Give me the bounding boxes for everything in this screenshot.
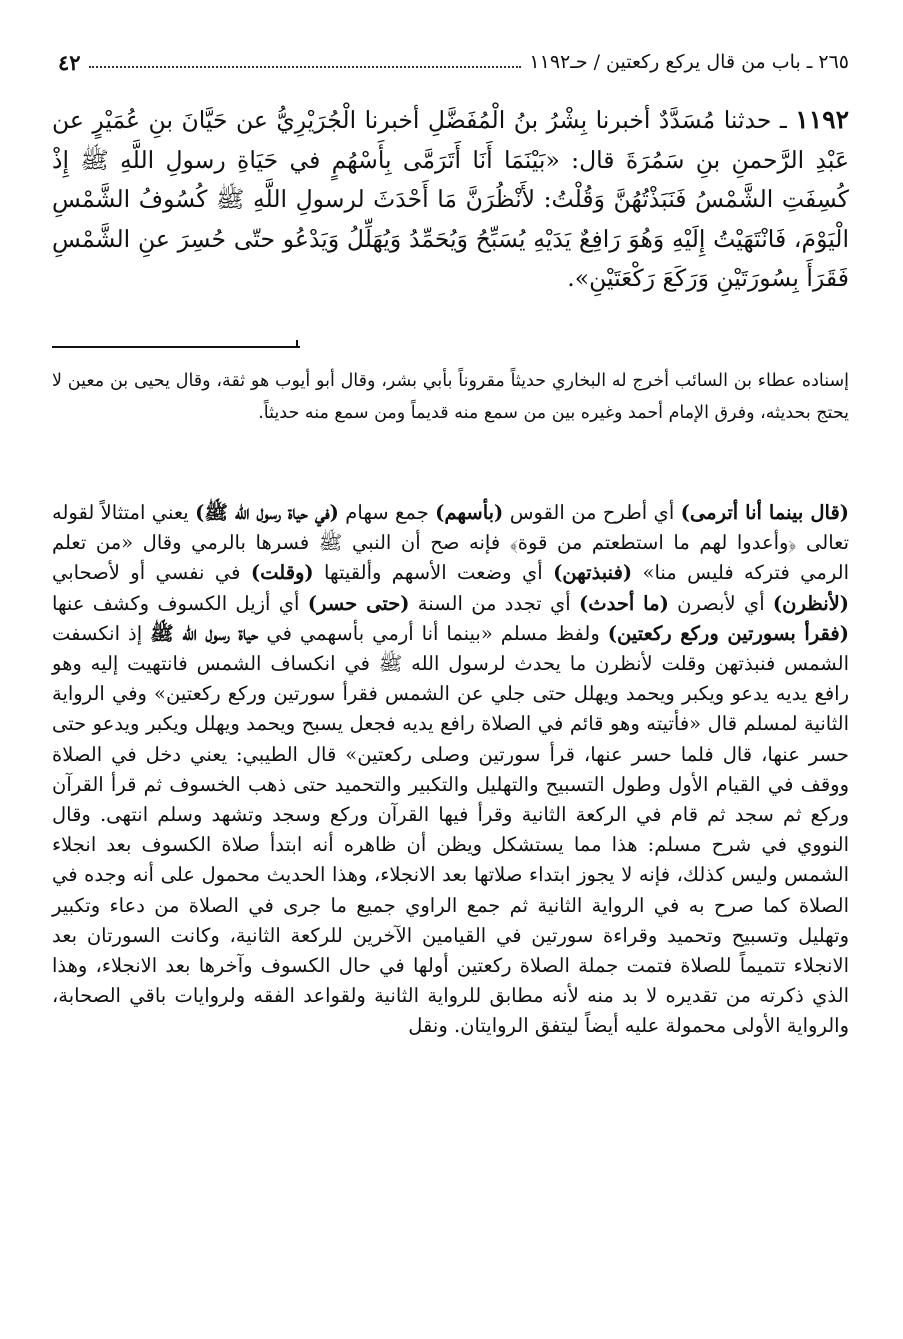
hadith-body: ـ حدثنا مُسَدَّدٌ أخبرنا بِشْرُ بنُ الْمُفَضَّلِ أخبرنا الْجُرَيْرِيُّ عن حَيَّانَ بنِ عُمَيْرٍ عن عَبْدِ الرَّحمنِ بنِ سَمُرَةَ قال: «بَيْنَمَا أَنَا أَتَرَمَّى بِأَسْهُمٍ في حَيَاةِ رسولِ اللَّهِ ﷺ إِذْ كُسِفَتِ الشَّمْسُ فَنَبَذْتُهُنَّ وَقُلْتُ: لأَنْظُرَنَّ مَا أَحْدَثَ لرسولِ اللَّهِ ﷺ كُسُوفُ الشَّمْسِ الْيَوْمَ، فَانْتَهَيْتُ إِلَيْهِ وَهُوَ رَافِعٌ يَدَيْهِ يُسَبِّحُ وَيُحَمِّدُ وَيُهَلِّلُ وَيَدْعُو حتّى حُسِرَ عنِ الشَّمْسِ فَقَرَأَ بِسُورَتَيْنِ وَرَكَعَ رَكْعَتَيْنِ». [52,106,849,292]
commentary-lemma: (لأنظرن) [772,591,849,615]
footnote: إسناده عطاء بن السائب أخرج له البخاري حديثاً مقروناً بأبي بشر، وقال أبو أيوب هو ثقة، وقال يحيى بن معين لا يحتج بحديثه، وفرق الإمام أحمد وغيره بين من سمع منه قديماً ومن سمع منه حديثاً. [52,371,849,423]
commentary-lemma: (فقرأ بسورتين وركع ركعتين) [607,621,849,645]
commentary-text: أي تجدد من السنة [409,591,579,615]
commentary-lemma: (فنبذتهن) [553,561,633,585]
book-page [52,38,849,1308]
commentary-lemma: (بأسهم) [435,501,504,524]
commentary-text: يعني امتثالاً لقوله تعالى ﴿وأعدوا لهم ما استطعتم من قوة﴾ فإنه صح أن النبي ﷺ فسرها بالرمي وقال «من تعلم الرمي فتركه فليس منا» [52,501,849,585]
footnote-separator [52,346,300,348]
commentary-text: في نفسي أو لأصحابي [52,561,251,585]
header-dot-leader [89,64,522,68]
commentary-lemma: (قال بينما أنا أترمى) [680,501,849,524]
commentary-lemma: (حتى حسر) [307,591,410,615]
page-number: ٤٢ [58,49,81,75]
hadith-text-block [52,100,849,299]
hadith-number: ١١٩٢ [795,105,849,134]
running-header [52,38,849,86]
commentary-block [52,498,849,1042]
header-title: ٢٦٥ ـ باب من قال يركع ركعتين / حـ١١٩٢ [529,51,849,73]
commentary-text: إذ انكسفت الشمس فنبذتهن وقلت لأنظرن ما يحدث لرسول الله ﷺ في انكساف الشمس فانتهيت إليه وهو رافع يديه يدعو ويكبر ويحمد ويهلل حتى جلي عن الشمس فقرأ سورتين وركع ركعتين» وفي الرواية الثانية لمسلم قال «فأتيته وهو قائم في الصلاة رافع يديه فجعل يسبح ويحمد ويهلل ويكبر ويدعو حتى حسر عنها، قال فلما حسر عنها، قرأ سورتين وصلى ركعتين» قال الطيبي: يعني دخل في الصلاة ووقف في القيام الأول وطول التسبيح والتهليل والتكبير والتحميد حتى ذهب الخسوف ثم قرأ القرآن وركع ثم سجد ثم قام في الركعة الثانية وقرأ فيها القرآن وركع وسجد وتشهد وسلم انتهى. وقال النووي في شرح مسلم: هذا مما يستشكل ويظن أن ظاهره أنه ابتدأ صلاة الكسوف بعد انجلاء الشمس وليس كذلك، فإنه لا يجوز ابتداء صلاتها بعد الانجلاء، وهذا الحديث محمول على أنه وجده في الصلاة كما صرح به في الرواية الثانية ثم جمع الراوي جميع ما جرى في الصلاة من دعاء وتكبير وتهليل وتسبيح وتحميد وقراءة سورتين في القيامين الآخرين للركعة الثانية، وكانت السورتان بعد الانجلاء تتميماً للصلاة فتمت جملة الصلاة ركعتين أولها في حال الكسوف وآخرها بعد الانجلاء، وهذا الذي ذكرته من تقديره لا بد منه لأنه مطابق للرواية الثانية ولقواعد الفقه ولروايات باقي الصحابة، والرواية الأولى محمولة عليه أيضاً ليتفق الروايتان. ونقل [52,621,849,1038]
commentary-lemma: (في حياة رسول الله ﷺ) [195,501,339,524]
commentary-lemma: (وقلت) [250,561,314,585]
footnote-separator-tick [296,340,298,348]
commentary-text: أي وضعت الأسهم وألقيتها [313,561,554,585]
commentary-text: ولفظ مسلم «بينما أنا أرمي بأسهمي في [258,621,608,645]
commentary-lemma: (ما أحدث) [579,591,669,615]
commentary-text: أي أطرح من القوس [503,501,681,524]
commentary-text: أي لأبصرن [668,591,773,615]
commentary-text: أي أزيل الكسوف وكشف عنها [52,591,308,615]
commentary-lemma: حياة رسول الله ﷺ [150,621,259,645]
commentary-text: جمع سهام [338,501,436,524]
